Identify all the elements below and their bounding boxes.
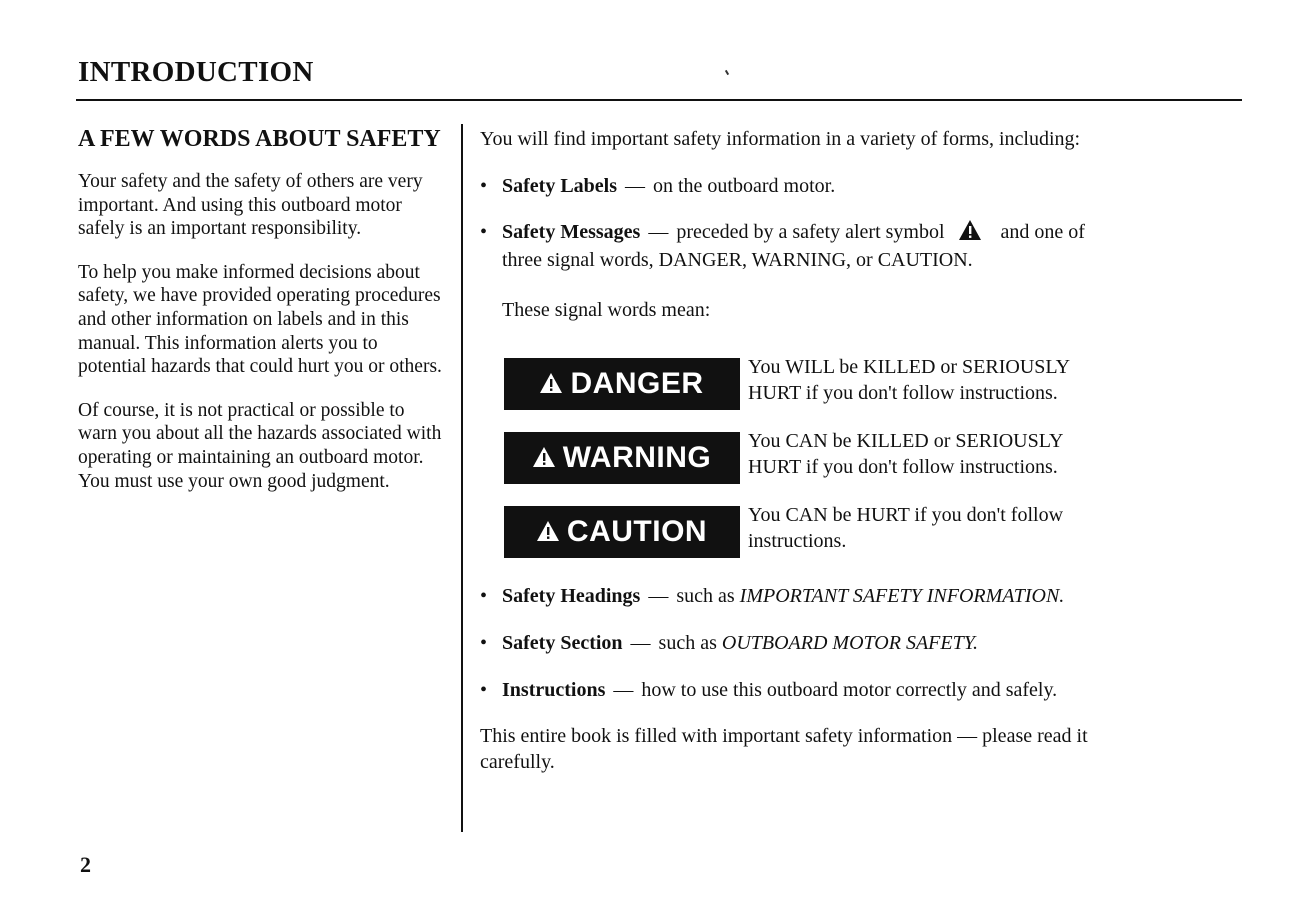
item-label: Instructions xyxy=(502,679,606,701)
bullet-icon: • xyxy=(480,175,488,197)
closing-paragraph xyxy=(480,723,1240,775)
list-item-safety-headings xyxy=(480,583,1240,609)
item-label: Safety Section xyxy=(502,632,623,654)
list-item-safety-messages xyxy=(480,219,1240,247)
bullet-icon: • xyxy=(480,679,488,701)
dash: — xyxy=(648,221,669,243)
left-column xyxy=(78,126,448,513)
closing-line: This entire book is filled with important safety information — please read it xyxy=(480,725,1088,747)
side-heading: A FEW WORDS ABOUT SAFETY xyxy=(78,126,441,152)
signal-description-line: You CAN be KILLED or SERIOUSLY xyxy=(748,430,1064,452)
column-divider xyxy=(461,124,463,832)
signal-description xyxy=(748,428,1208,480)
bullet-icon: • xyxy=(480,632,488,654)
item-text: and one of xyxy=(1000,221,1085,243)
signal-row-caution xyxy=(504,506,1244,560)
signal-description xyxy=(748,502,1208,554)
dash: — xyxy=(625,175,645,197)
left-paragraph: Of course, it is not practical or possible to warn you about all the hazards associated with operating or maintaining an outboard motor. You must use your own good judgment. xyxy=(78,399,442,492)
item-italic-text: IMPORTANT SAFETY INFORMATION. xyxy=(739,585,1065,607)
item-text: such as xyxy=(676,585,735,607)
item-label: Safety Headings xyxy=(502,585,641,607)
warning-triangle-icon xyxy=(959,220,981,247)
signal-word: WARNING xyxy=(562,441,712,474)
danger-label xyxy=(504,358,740,410)
bullet-icon: • xyxy=(480,221,488,243)
dash: — xyxy=(648,585,669,607)
title-rule xyxy=(76,99,1242,101)
signal-description-line: You CAN be HURT if you don't follow xyxy=(748,504,1064,526)
signal-description-line: instructions. xyxy=(748,530,847,552)
signal-description xyxy=(748,354,1208,406)
dash: — xyxy=(630,632,651,654)
left-paragraph: Your safety and the safety of others are very important. And using this outboard motor safely is an important responsibility. xyxy=(78,171,423,240)
signal-word: CAUTION xyxy=(566,515,708,548)
warning-triangle-icon xyxy=(537,515,559,549)
list-item-instructions xyxy=(480,677,1240,703)
stray-mark xyxy=(725,70,729,75)
item-label: Safety Messages xyxy=(502,221,641,243)
item-label: Safety Labels xyxy=(502,175,617,197)
intro-text: You will find important safety information in a variety of forms, including: xyxy=(480,128,1081,150)
item-italic-text: OUTBOARD MOTOR SAFETY. xyxy=(721,632,979,654)
item-text: preceded by a safety alert symbol xyxy=(676,221,945,243)
signal-description-line: You WILL be KILLED or SERIOUSLY xyxy=(748,356,1071,378)
signal-description-line: HURT if you don't follow instructions. xyxy=(748,456,1058,478)
signal-word: DANGER xyxy=(570,367,704,400)
list-item-safety-labels xyxy=(480,173,1240,199)
item-text: how to use this outboard motor correctly and safely. xyxy=(641,679,1058,701)
bullet-icon: • xyxy=(480,585,488,607)
page-number: 2 xyxy=(80,852,91,877)
page-title: INTRODUCTION xyxy=(78,56,314,88)
signal-row-warning xyxy=(504,432,1244,486)
signal-row-danger xyxy=(504,358,1244,412)
lower-list xyxy=(480,583,1240,775)
closing-line: carefully. xyxy=(480,751,555,773)
left-paragraph: To help you make informed decisions about safety, we have provided operating procedures and other information on labels and in this manual. This information alerts you to potential hazards that could hurt you or others. xyxy=(78,261,442,378)
item-text: such as xyxy=(658,632,717,654)
list-item-safety-section xyxy=(480,630,1240,656)
warning-triangle-icon xyxy=(533,441,555,475)
warning-label xyxy=(504,432,740,484)
item-text: on the outboard motor. xyxy=(653,175,836,197)
signal-description-line: HURT if you don't follow instructions. xyxy=(748,382,1058,404)
right-column xyxy=(480,126,1240,323)
warning-triangle-icon xyxy=(540,367,562,401)
dash: — xyxy=(613,679,634,701)
signal-intro: These signal words mean: xyxy=(502,299,711,321)
list-item-continuation: three signal words, DANGER, WARNING, or CAUTION. xyxy=(502,249,973,271)
caution-label xyxy=(504,506,740,558)
